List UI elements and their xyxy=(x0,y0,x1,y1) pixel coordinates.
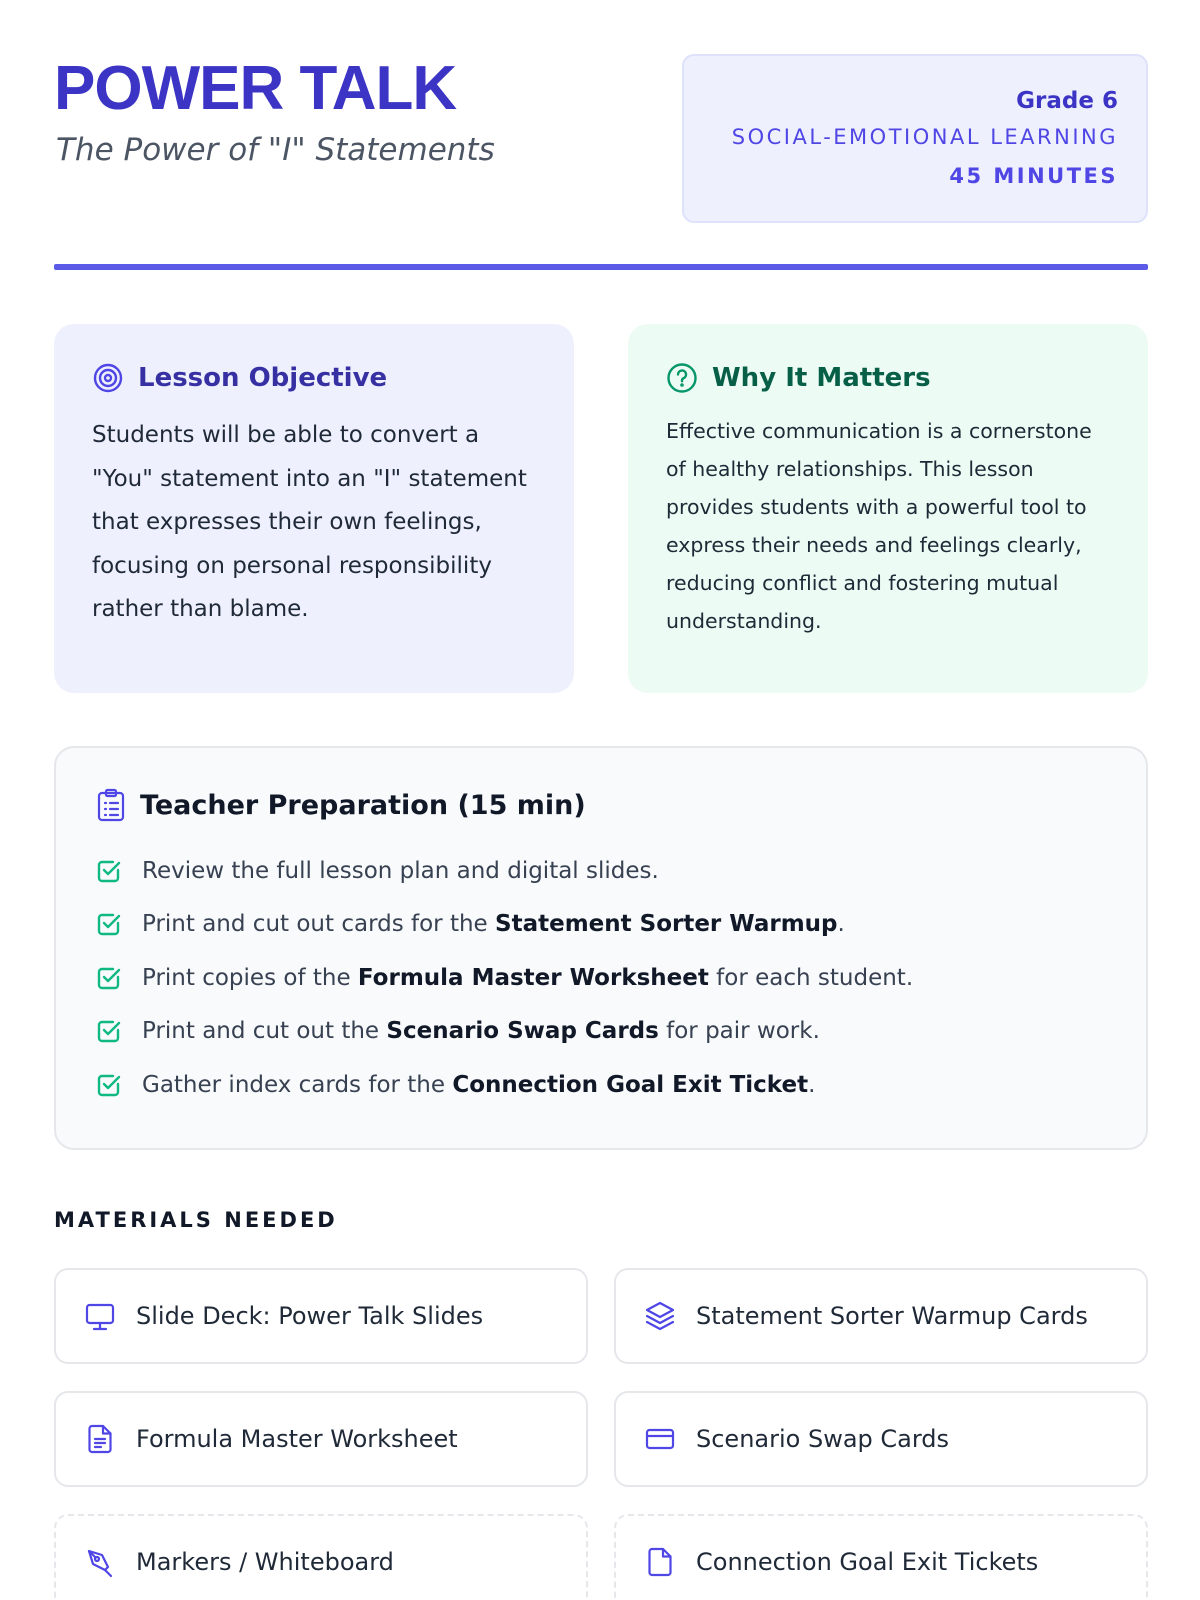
lesson-objective-card xyxy=(54,324,574,693)
material-label: Formula Master Worksheet xyxy=(136,1425,458,1453)
page-subtitle: The Power of "I" Statements xyxy=(56,132,495,168)
prep-checklist xyxy=(96,844,1106,1112)
layers-icon xyxy=(644,1300,676,1332)
prep-item-text: Print and cut out the xyxy=(142,1018,387,1045)
material-label: Markers / Whiteboard xyxy=(136,1548,394,1576)
page-title: POWER TALK xyxy=(54,54,457,123)
prep-item-text-after: for each student. xyxy=(708,964,914,991)
prep-item xyxy=(96,951,1106,1005)
checkbox-checked-icon xyxy=(96,1018,122,1044)
teacher-preparation-card xyxy=(54,746,1148,1150)
objective-text: Students will be able to convert a "You" statement into an "I" statement that expresses their own feelings, focusing on personal responsibility rather than blame. xyxy=(92,422,527,622)
target-icon xyxy=(92,362,124,394)
prep-item-emphasis: Statement Sorter Warmup xyxy=(495,911,838,938)
lesson-header xyxy=(54,54,1148,226)
document-icon xyxy=(84,1423,116,1455)
material-label: Slide Deck: Power Talk Slides xyxy=(136,1302,484,1330)
prep-item-text-after: for pair work. xyxy=(658,1018,820,1045)
objective-heading: Lesson Objective xyxy=(138,363,388,393)
lesson-meta-box xyxy=(682,54,1148,223)
card-icon xyxy=(644,1423,676,1455)
prep-item-emphasis: Connection Goal Exit Ticket xyxy=(452,1071,809,1098)
material-label: Scenario Swap Cards xyxy=(696,1425,950,1453)
duration-label: 45 MINUTES xyxy=(949,164,1118,188)
prep-item-text: Print and cut out cards for the xyxy=(142,911,496,938)
checkbox-checked-icon xyxy=(96,1072,122,1098)
clipboard-icon xyxy=(96,788,126,822)
prep-item-emphasis: Scenario Swap Cards xyxy=(386,1018,659,1045)
prep-heading: Teacher Preparation (15 min) xyxy=(140,789,586,821)
question-circle-icon xyxy=(666,362,698,394)
prep-item-text-after: . xyxy=(837,911,845,938)
checkbox-checked-icon xyxy=(96,911,122,937)
prep-item-text: Print copies of the xyxy=(142,964,358,991)
why-text: Effective communication is a cornerstone of healthy relationships. This lesson provides students with a powerful tool to express their needs and feelings clearly, reducing conflict and fostering mutual understanding. xyxy=(666,419,1092,633)
prep-item xyxy=(96,1058,1106,1112)
checkbox-checked-icon xyxy=(96,965,122,991)
monitor-icon xyxy=(84,1300,116,1332)
grade-label: Grade 6 xyxy=(1016,88,1118,114)
why-it-matters-card xyxy=(628,324,1148,693)
prep-item-text-after: . xyxy=(808,1071,816,1098)
material-item-exit-tickets xyxy=(614,1514,1148,1600)
material-item-warmup-cards xyxy=(614,1268,1148,1364)
prep-item-text: Review the full lesson plan and digital slides. xyxy=(142,857,659,884)
prep-item-text: Gather index cards for the xyxy=(142,1071,453,1098)
prep-item xyxy=(96,844,1106,898)
material-item-worksheet xyxy=(54,1391,588,1487)
header-divider xyxy=(54,264,1148,270)
checkbox-checked-icon xyxy=(96,858,122,884)
material-label: Statement Sorter Warmup Cards xyxy=(696,1302,1088,1330)
prep-item-emphasis: Formula Master Worksheet xyxy=(357,964,709,991)
file-icon xyxy=(644,1546,676,1578)
prep-item xyxy=(96,1005,1106,1059)
material-label: Connection Goal Exit Tickets xyxy=(696,1548,1039,1576)
material-item-slide-deck xyxy=(54,1268,588,1364)
material-item-scenario-cards xyxy=(614,1391,1148,1487)
materials-heading: MATERIALS NEEDED xyxy=(54,1208,338,1232)
prep-item xyxy=(96,898,1106,952)
why-heading: Why It Matters xyxy=(712,363,931,393)
subject-label: SOCIAL-EMOTIONAL LEARNING xyxy=(731,125,1118,149)
material-item-markers xyxy=(54,1514,588,1600)
marker-icon xyxy=(84,1546,116,1578)
